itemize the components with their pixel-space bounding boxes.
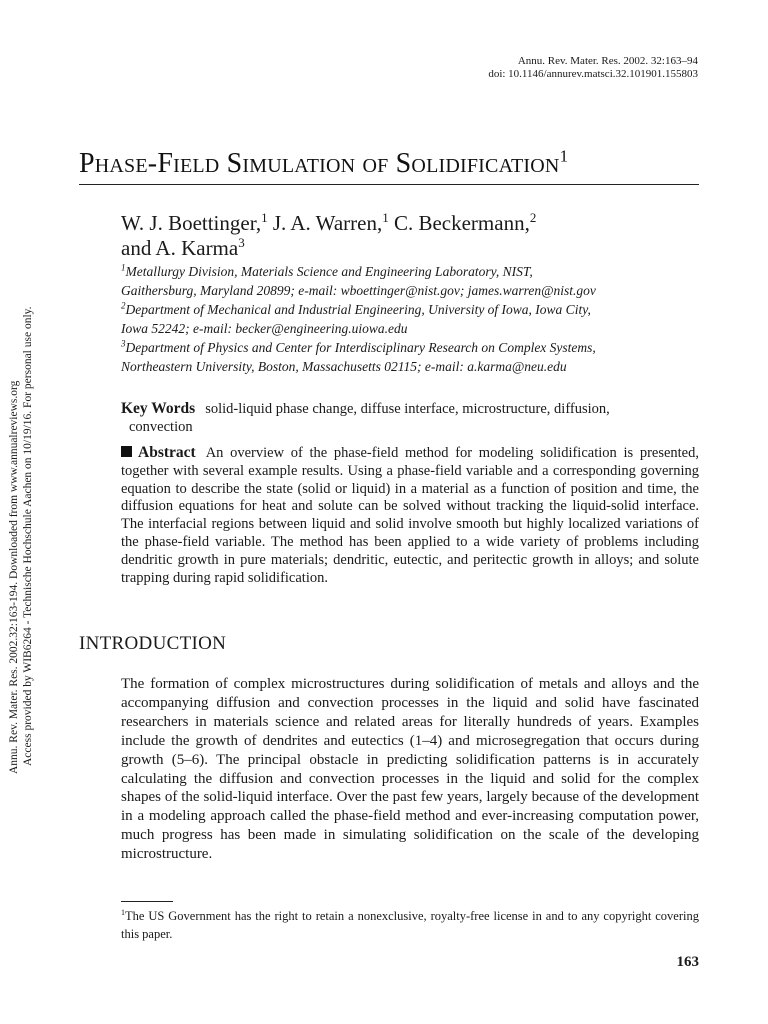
abstract-label: Abstract: [138, 444, 196, 461]
section-heading: INTRODUCTION: [79, 633, 227, 654]
square-bullet-icon: [121, 446, 132, 457]
affiliation-3-line1: [121, 338, 711, 357]
journal-doi: doi: 10.1146/annurev.matsci.32.101901.155803: [488, 68, 698, 80]
intro-paragraph: The formation of complex microstructures during solidification of metals and alloys and the accompanying diffusion and convection processes in the liquid and solid have fascinated researchers in materials science and related areas for literally hundreds of years. Examples include the growth of dendrites and eutectics (1–4) and microsegregation that occurs during growth (5–6). The principal obstacle in predicting solidification patterns is in accurately calculating the diffusion and convection processes in the liquid and solid for the complex shapes of the solid-liquid interface. Over the past few years, largely because of the development in a modeling approach called the phase-field method and ever-increasing computation power, much progress has been made in simulating solidification on the scale of the developing microstructure.: [121, 676, 699, 863]
title-footnote-mark: 1: [559, 146, 569, 166]
affiliation-text: Metallurgy Division, Materials Science and Engineering Laboratory, NIST,: [125, 264, 533, 279]
paper-title: [79, 146, 699, 182]
affiliation-mark: 2: [121, 300, 126, 311]
title-rule: [79, 184, 699, 185]
footnote-rule: [121, 901, 173, 902]
keywords-label: Key Words: [121, 400, 196, 417]
journal-citation: Annu. Rev. Mater. Res. 2002. 32:163–94: [517, 55, 698, 67]
author-beckermann: C. Beckermann,: [388, 211, 530, 235]
paper-title-text: Phase-Field Simulation of Solidification: [79, 148, 560, 179]
author-list: [121, 211, 711, 261]
keywords: [121, 400, 701, 436]
footnote: [121, 907, 699, 943]
affiliation-1-line2: Gaithersburg, Maryland 20899; e-mail: wboettinger@nist.gov; james.warren@nist.gov: [121, 283, 596, 298]
affiliation-1-line1: [121, 262, 711, 281]
download-notice-line1: Annu. Rev. Mater. Res. 2002.32:163-194. Downloaded from www.annualreviews.org: [8, 380, 20, 774]
author-affil-mark: 1: [382, 210, 389, 225]
author-warren: J. A. Warren,: [267, 211, 383, 235]
page-number: 163: [676, 954, 699, 970]
footnote-text: The US Government has the right to retain a nonexclusive, royalty-free license in and to any copyright covering this paper.: [121, 909, 699, 941]
affiliation-2-line1: [121, 300, 711, 319]
affiliation-2-line2: Iowa 52242; e-mail: becker@engineering.uiowa.edu: [121, 321, 408, 336]
abstract: [121, 444, 699, 587]
affiliation-text: Department of Physics and Center for Interdisciplinary Research on Complex Systems,: [125, 340, 596, 355]
author-affil-mark: 2: [529, 210, 537, 225]
author-boettinger: W. J. Boettinger,: [121, 211, 262, 235]
affiliation-mark: 3: [121, 338, 126, 349]
affiliation-3-line2: Northeastern University, Boston, Massachusetts 02115; e-mail: a.karma@neu.edu: [121, 359, 567, 374]
affiliation-text: Department of Mechanical and Industrial Engineering, University of Iowa, Iowa City,: [125, 302, 591, 317]
author-affil-mark: 1: [261, 210, 268, 225]
download-notice-line2: Access provided by WIB6264 - Technische Hochschule Aachen on 10/19/16. For personal use only.: [22, 306, 34, 766]
keywords-text: solid-liquid phase change, diffuse interface, microstructure, diffusion,: [205, 401, 610, 417]
keywords-text-cont: convection: [129, 419, 193, 435]
footnote-mark: 1: [121, 907, 125, 917]
author-karma: and A. Karma: [121, 236, 239, 260]
affiliation-mark: 1: [121, 262, 126, 273]
author-affil-mark: 3: [238, 235, 245, 250]
abstract-text: An overview of the phase-field method for modeling solidification is presented, together with several example results. Using a phase-field variable and a corresponding governing equation to describe the state (solid or liquid) in a material as a function of position and time, the diffusion equations for heat and solute can be solved without tracking the liquid-solid interface. The interfacial regions between liquid and solid involve smooth but highly localized variations of the phase-field variable. The method has been applied to a wide variety of problems including dendritic growth in pure materials; dendritic, eutectic, and peritectic growth in alloys; and solute trapping during rapid solidification.: [121, 445, 699, 586]
affiliations: [121, 262, 711, 376]
